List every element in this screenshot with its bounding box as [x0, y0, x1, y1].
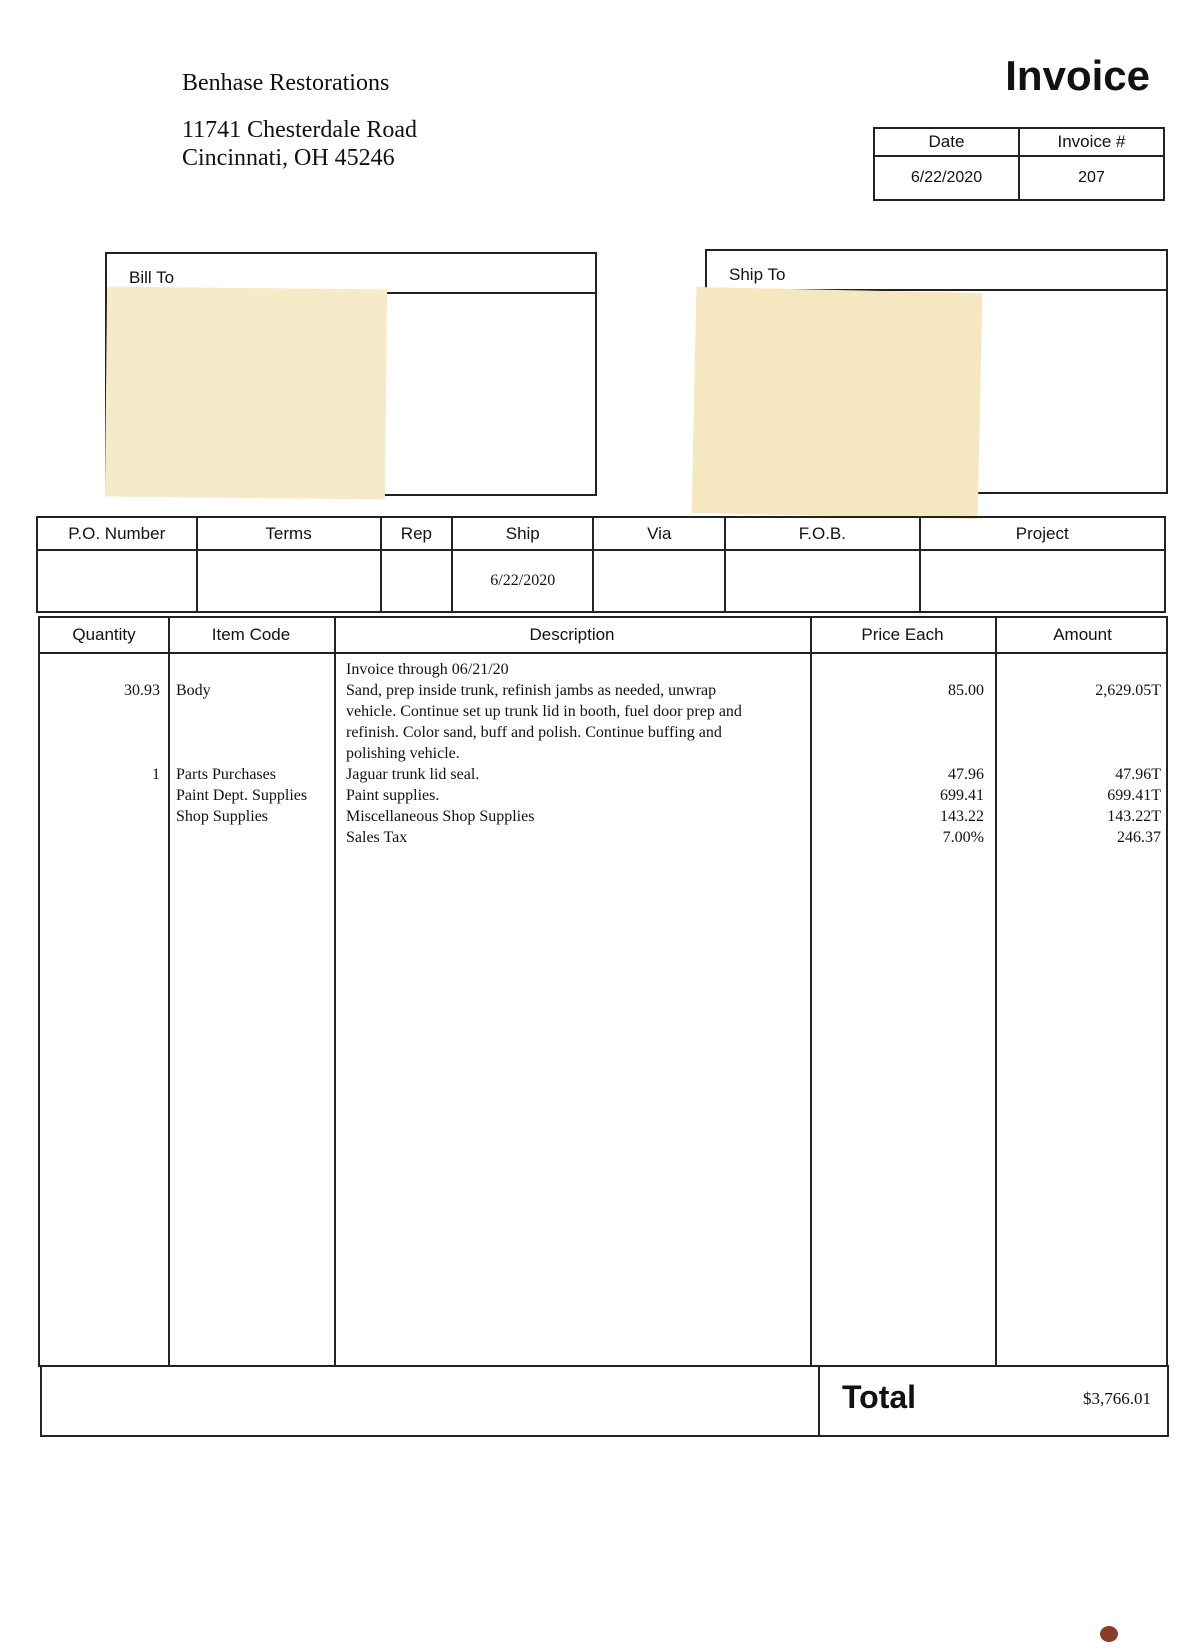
document-title: Invoice — [1005, 52, 1150, 99]
column-divider — [995, 618, 997, 1365]
po-number-value — [37, 550, 197, 612]
column-divider — [168, 618, 170, 1365]
item-description: Miscellaneous Shop Supplies — [346, 808, 535, 825]
total-divider — [818, 1365, 820, 1435]
company-name: Benhase Restorations — [182, 70, 390, 96]
line-items-table — [38, 616, 1168, 1367]
item-amount: 47.96T — [1115, 766, 1161, 783]
item-amount: 143.22T — [1107, 808, 1161, 825]
company-address-line1: 11741 Chesterdale Road — [182, 117, 418, 143]
order-info-table — [36, 516, 1166, 613]
ship-date-value: 6/22/2020 — [452, 550, 593, 612]
item-price-each: 85.00 — [948, 682, 984, 699]
fob-header: F.O.B. — [725, 517, 919, 550]
item-code: Shop Supplies — [176, 808, 269, 825]
item-amount: 246.37 — [1117, 829, 1161, 846]
item-description: refinish. Color sand, buff and polish. Continue buffing and — [346, 724, 722, 741]
redaction-sticky-note-ship — [692, 287, 983, 519]
item-quantity: 1 — [152, 766, 160, 783]
item-amount: 699.41T — [1107, 787, 1161, 804]
invoice-info-table — [873, 127, 1165, 201]
item-code-header: Item Code — [211, 625, 291, 644]
item-quantity: 30.93 — [124, 682, 160, 699]
company-address — [182, 116, 417, 172]
item-description: polishing vehicle. — [346, 745, 460, 762]
quantity-header: Quantity — [72, 625, 136, 644]
via-value — [593, 550, 725, 612]
fob-value — [725, 550, 919, 612]
date-label: Date — [874, 128, 1019, 156]
item-code: Body — [176, 682, 211, 699]
invoice-number-label: Invoice # — [1019, 128, 1164, 156]
item-price-each: 143.22 — [940, 808, 984, 825]
ship-header: Ship — [452, 517, 593, 550]
total-label: Total — [842, 1379, 917, 1415]
project-value — [920, 550, 1165, 612]
invoice-date: 6/22/2020 — [874, 156, 1019, 200]
item-description: Paint supplies. — [346, 787, 440, 804]
rep-header: Rep — [381, 517, 453, 550]
company-address-line2: Cincinnati, OH 45246 — [182, 145, 395, 171]
total-section — [40, 1365, 1169, 1437]
terms-header: Terms — [197, 517, 381, 550]
project-header: Project — [920, 517, 1165, 550]
item-description: Sales Tax — [346, 829, 408, 846]
terms-value — [197, 550, 381, 612]
via-header: Via — [593, 517, 725, 550]
po-number-header: P.O. Number — [37, 517, 197, 550]
price-each-header: Price Each — [861, 625, 944, 644]
item-description: Invoice through 06/21/20 — [346, 661, 509, 678]
item-description: vehicle. Continue set up trunk lid in booth, fuel door prep and — [346, 703, 742, 720]
bill-to-label: Bill To — [107, 254, 595, 294]
item-price-each: 7.00% — [942, 829, 984, 846]
item-description: Sand, prep inside trunk, refinish jambs as needed, unwrap — [346, 682, 717, 699]
rep-value — [381, 550, 453, 612]
column-divider — [334, 618, 336, 1365]
item-amount: 2,629.05T — [1095, 682, 1161, 699]
invoice-number: 207 — [1019, 156, 1164, 200]
item-price-each: 47.96 — [948, 766, 984, 783]
column-divider — [810, 618, 812, 1365]
description-header: Description — [529, 625, 615, 644]
header-divider — [40, 652, 1166, 654]
item-description: Jaguar trunk lid seal. — [346, 766, 480, 783]
amount-header: Amount — [1053, 625, 1112, 644]
redaction-sticky-note-bill — [105, 287, 387, 500]
total-value: $3,766.01 — [1083, 1389, 1151, 1408]
stain-mark — [1100, 1626, 1118, 1642]
item-code: Paint Dept. Supplies — [176, 787, 308, 804]
item-code: Parts Purchases — [176, 766, 276, 783]
item-price-each: 699.41 — [940, 787, 984, 804]
ship-to-label: Ship To — [707, 251, 1166, 291]
